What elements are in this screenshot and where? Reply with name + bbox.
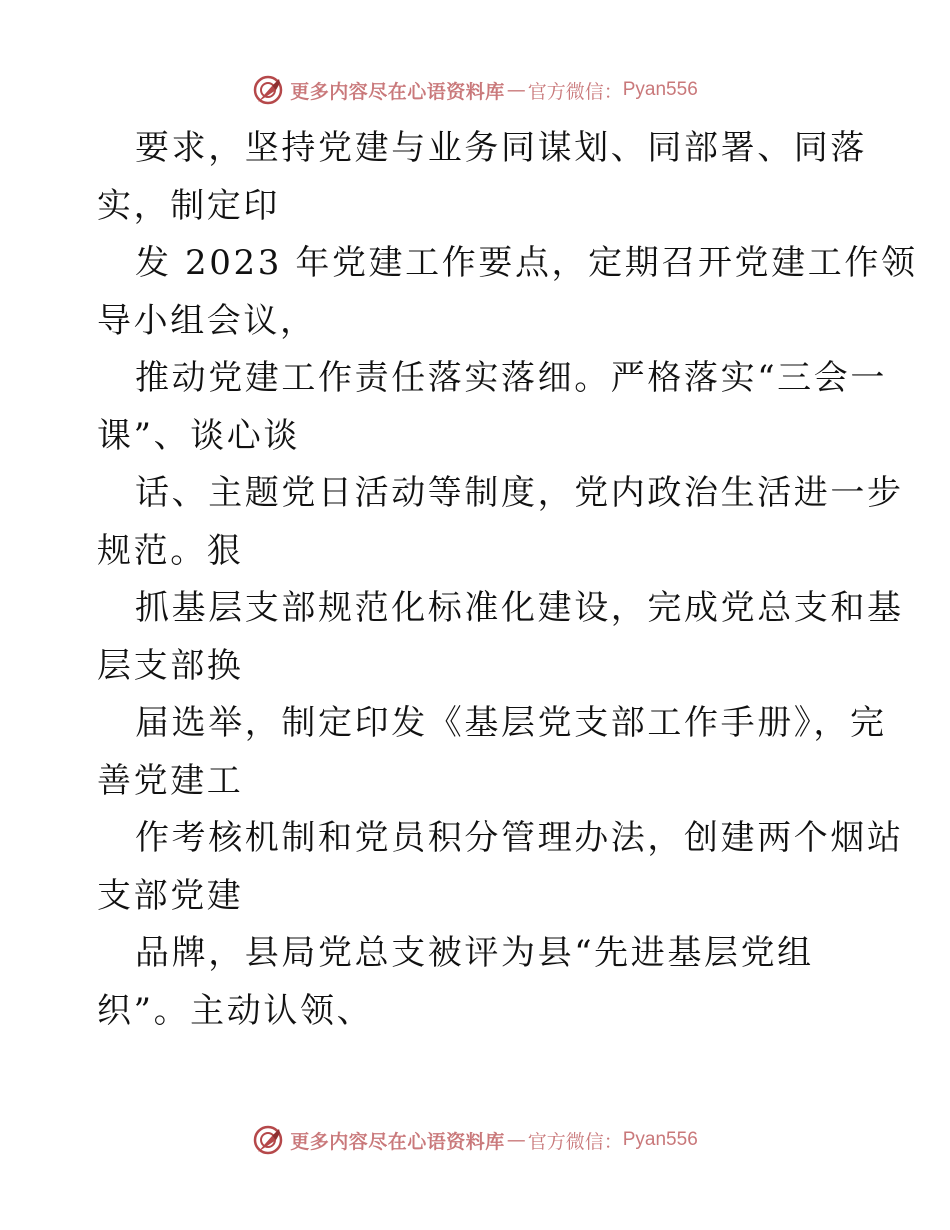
header-watermark xyxy=(0,70,950,110)
text-line: 导小组会议， xyxy=(97,300,317,341)
watermark-site: 更多内容尽在心语资料库 xyxy=(290,80,505,103)
text-line: 推动党建工作责任落实落细。严格落实“三会一 xyxy=(135,358,887,398)
text-line: 抓基层支部规范化标准化建设，完成党总支和基 xyxy=(135,588,904,628)
text-line: 层支部换 xyxy=(97,645,244,686)
pen-nib-logo-icon xyxy=(252,1124,284,1156)
text-line: 发 2023 年党建工作要点，定期召开党建工作领 xyxy=(135,243,918,283)
text-line: 届选举，制定印发《基层党支部工作手册》，完 xyxy=(135,703,887,743)
text-line: 支部党建 xyxy=(97,875,244,916)
text-line: 课”、谈心谈 xyxy=(97,415,300,456)
watermark-account: Pyan556 xyxy=(622,79,698,100)
text-line: 织”。主动认领、 xyxy=(97,990,374,1031)
text-line: 要求，坚持党建与业务同谋划、同部署、同落 xyxy=(135,128,867,168)
text-line: 实，制定印 xyxy=(97,185,280,226)
watermark-account: Pyan556 xyxy=(622,1129,698,1150)
document-body xyxy=(97,120,918,1040)
watermark-separator: — xyxy=(506,1129,526,1151)
watermark-site: 更多内容尽在心语资料库 xyxy=(290,1130,505,1153)
watermark-label: 官方微信： xyxy=(527,80,623,103)
watermark-label: 官方微信： xyxy=(527,1130,623,1153)
text-line: 善党建工 xyxy=(97,760,244,801)
text-line: 品牌，县局党总支被评为县“先进基层党组 xyxy=(135,933,814,973)
text-line: 规范。狠 xyxy=(97,530,244,571)
footer-watermark xyxy=(0,1120,950,1160)
text-line: 作考核机制和党员积分管理办法，创建两个烟站 xyxy=(135,818,904,858)
pen-nib-logo-icon xyxy=(252,74,284,106)
watermark-separator: — xyxy=(506,79,526,101)
text-line: 话、主题党日活动等制度，党内政治生活进一步 xyxy=(135,473,904,513)
